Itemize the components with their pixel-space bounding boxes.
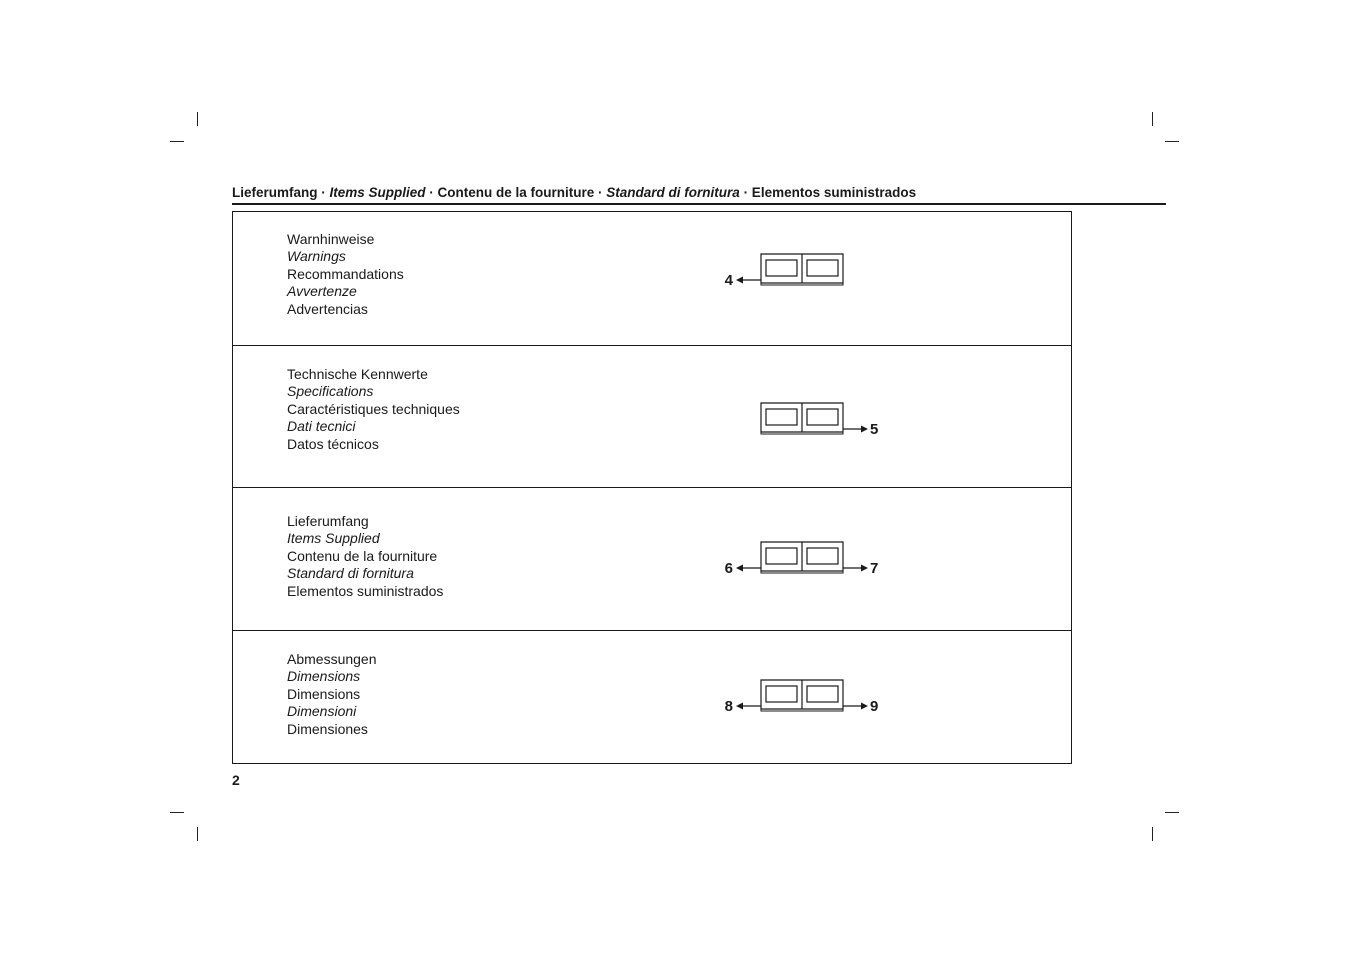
row-labels xyxy=(287,513,443,600)
label-it: Dimensioni xyxy=(287,703,357,720)
label-es: Elementos suministrados xyxy=(287,582,444,599)
label-it: Dati tecnici xyxy=(287,418,356,435)
row-labels xyxy=(287,231,404,318)
crop-mark xyxy=(197,112,198,126)
header-part: Items Supplied xyxy=(329,185,426,200)
row-labels xyxy=(287,651,377,738)
label-fr: Caractéristiques techniques xyxy=(287,400,460,417)
label-fr: Contenu de la fourniture xyxy=(287,547,438,564)
label-es: Dimensiones xyxy=(287,720,368,737)
header-rule xyxy=(232,203,1166,205)
label-fr: Dimensions xyxy=(287,685,361,702)
table-row xyxy=(233,631,1071,763)
label-it: Avvertenze xyxy=(287,283,357,300)
header-part: · Elementos suministrados xyxy=(739,185,917,200)
booklet-icon xyxy=(721,538,881,578)
header-part: Standard di fornitura xyxy=(606,185,740,200)
crop-mark xyxy=(1152,827,1153,841)
label-en: Items Supplied xyxy=(287,530,380,547)
table-row xyxy=(233,488,1071,631)
label-de: Abmessungen xyxy=(287,651,377,667)
label-it: Standard di fornitura xyxy=(287,565,414,582)
left-page-ref: 8 xyxy=(724,698,733,715)
label-fr: Recommandations xyxy=(287,265,404,282)
left-page-ref: 6 xyxy=(724,560,733,577)
header-part: · xyxy=(317,185,330,200)
label-de: Technische Kennwerte xyxy=(287,366,428,382)
row-labels xyxy=(287,366,460,453)
crop-mark xyxy=(170,141,184,142)
page-number: 2 xyxy=(232,772,240,788)
header-part: · Contenu de la fourniture · xyxy=(425,185,607,200)
contents-table xyxy=(232,211,1072,764)
header-part: Lieferumfang xyxy=(232,185,318,200)
crop-mark xyxy=(197,827,198,841)
right-page-ref: 9 xyxy=(870,698,879,715)
right-page-ref: 7 xyxy=(870,560,879,577)
page-header xyxy=(232,185,1166,201)
booklet-icon xyxy=(721,399,881,439)
right-page-ref: 5 xyxy=(870,421,879,438)
crop-mark xyxy=(1165,812,1179,813)
label-en: Warnings xyxy=(287,248,346,265)
crop-mark xyxy=(1152,112,1153,126)
label-en: Specifications xyxy=(287,383,374,400)
label-en: Dimensions xyxy=(287,668,361,685)
label-de: Warnhinweise xyxy=(287,231,375,247)
label-de: Lieferumfang xyxy=(287,513,369,529)
booklet-icon xyxy=(721,676,881,716)
table-row xyxy=(233,212,1071,346)
booklet-icon xyxy=(721,250,881,290)
left-page-ref: 4 xyxy=(724,272,733,289)
crop-mark xyxy=(170,812,184,813)
crop-mark xyxy=(1165,141,1179,142)
label-es: Advertencias xyxy=(287,300,368,317)
table-row xyxy=(233,345,1071,488)
label-es: Datos técnicos xyxy=(287,435,379,452)
